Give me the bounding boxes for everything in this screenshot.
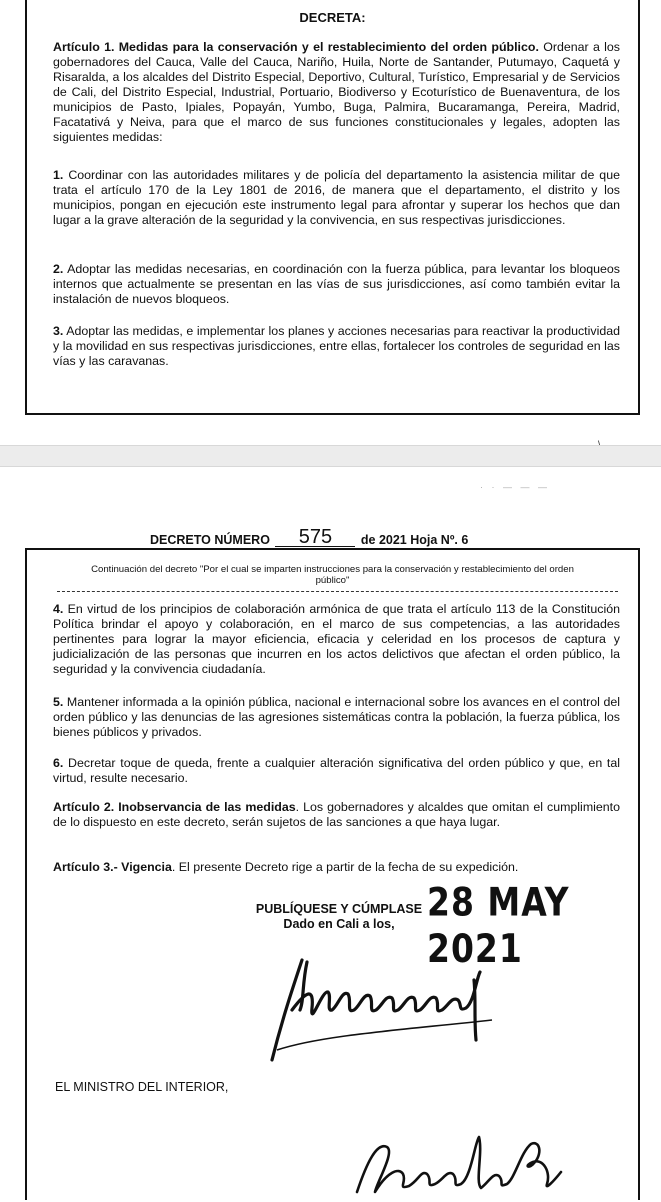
scan-noise: · · — — — xyxy=(480,482,550,492)
date-stamp: 28 MAY 2021 xyxy=(427,878,570,972)
measure-text: Coordinar con las autoridades militares y de policía del departamento la asistencia militar de que trata el artículo 170 de la Ley 1801 de 2016, de manera que el departamento, el distrito y los municipios, pongan en ejecución este instrumento legal para afrontar y superar los hechos que dan lugar a la grave alteración de la seguridad y la convivencia, en sus respectivas jurisdicciones. xyxy=(53,168,620,227)
measure-item-4 xyxy=(53,602,620,677)
decree-header-prefix: DECRETO NÚMERO xyxy=(150,533,270,547)
measure-item-2 xyxy=(53,262,620,307)
measure-text: Mantener informada a la opinión pública, nacional e internacional sobre los avances en el control del orden público y las denuncias de las agresiones sistemáticas contra la población, la fuerza pública, los bienes públicos y privados. xyxy=(53,695,620,739)
document-page-1 xyxy=(25,0,640,415)
decreta-heading: DECRETA: xyxy=(299,10,366,25)
measure-number: 6. xyxy=(53,756,64,770)
measure-text: Decretar toque de queda, frente a cualquier alteración significativa del orden público y que, en tal virtud, resulte necesario. xyxy=(53,756,620,785)
publiquese-text: PUBLÍQUESE Y CÚMPLASE xyxy=(255,902,423,916)
document-page-2 xyxy=(25,548,640,1200)
publication-block xyxy=(249,902,429,932)
article-3-title: Artículo 3.- Vigencia xyxy=(53,860,172,874)
decree-number: 575 xyxy=(275,528,355,547)
article-2-body: . Los gobernadores y alcaldes que omitan el cumplimiento de lo dispuesto en este decreto, serán sujetos de las sanciones a que haya lugar. xyxy=(53,800,621,829)
minister-label: EL MINISTRO DEL INTERIOR, xyxy=(55,1080,229,1094)
measure-item-6 xyxy=(53,756,620,786)
article-1-title: Artículo 1. Medidas para la conservación y el restablecimiento del orden público. xyxy=(53,40,539,54)
dashed-divider xyxy=(57,591,618,592)
dado-en-text: Dado en Cali a los, xyxy=(283,917,395,931)
measure-text: Adoptar las medidas necesarias, en coordinación con la fuerza pública, para levantar los bloqueos internos que actualmente se presentan en las vías de sus jurisdicciones, así como también evitar la instalación de nuevos bloqueos. xyxy=(53,262,620,306)
measure-text: Adoptar las medidas, e implementar los planes y acciones necesarias para reactivar la productividad y la movilidad en sus respectivas jurisdicciones, entre ellas, fortalecer los controles de seguridad en las vías y las caravanas. xyxy=(53,324,620,368)
decree-header xyxy=(150,528,468,547)
measure-number: 5. xyxy=(53,695,64,709)
article-1-body: Ordenar a los gobernadores del Cauca, Valle del Cauca, Nariño, Huila, Norte de Santander, Putumayo, Caquetá y Risaralda, a los alcaldes del Distrito Especial, Deportivo, Cultural, Turístico, Empresarial y de Servicios de Cali, del Distrito Especial, Industrial, Portuario, Biodiverso y Ecoturístico de Buenaventura, de los municipios de Pasto, Ipiales, Popayán, Yumbo, Buga, Palmira, Bucaramanga, Pereira, Madrid, Facatativá y Neiva, para que el marco de sus funciones constitucionales y legales, adopten las siguientes medidas: xyxy=(53,40,620,144)
minister-signature xyxy=(347,1122,587,1202)
measure-item-5 xyxy=(53,695,620,740)
measure-item-3 xyxy=(53,324,620,369)
measure-number: 1. xyxy=(53,168,64,182)
article-2-title: Artículo 2. Inobservancia de las medidas xyxy=(53,800,296,814)
measure-number: 4. xyxy=(53,602,64,616)
measure-item-1 xyxy=(53,168,620,228)
measure-number: 3. xyxy=(53,324,64,338)
page-separator xyxy=(0,445,661,467)
article-2 xyxy=(53,800,620,830)
article-3 xyxy=(53,860,620,875)
article-1 xyxy=(53,40,620,145)
measure-text: En virtud de los principios de colaboración armónica de que trata el artículo 113 de la Constitución Política brindar el apoyo y colaboración, en el marco de sus competencias, a las autoridades pertinentes para lograr la mayor eficiencia, eficacia y celeridad en los procesos de captura y judicialización de las personas que incurren en los actos delictivos que afectan el orden público, la seguridad y la convivencia ciudadanía. xyxy=(53,602,621,676)
measure-number: 2. xyxy=(53,262,64,276)
decree-header-suffix: de 2021 Hoja Nº. 6 xyxy=(360,533,469,547)
article-3-body: . El presente Decreto rige a partir de la fecha de su expedición. xyxy=(171,860,519,874)
continuation-note: Continuación del decreto "Por el cual se imparten instrucciones para la conservación y restablecimiento del orden público" xyxy=(91,564,574,586)
president-signature xyxy=(262,950,512,1070)
